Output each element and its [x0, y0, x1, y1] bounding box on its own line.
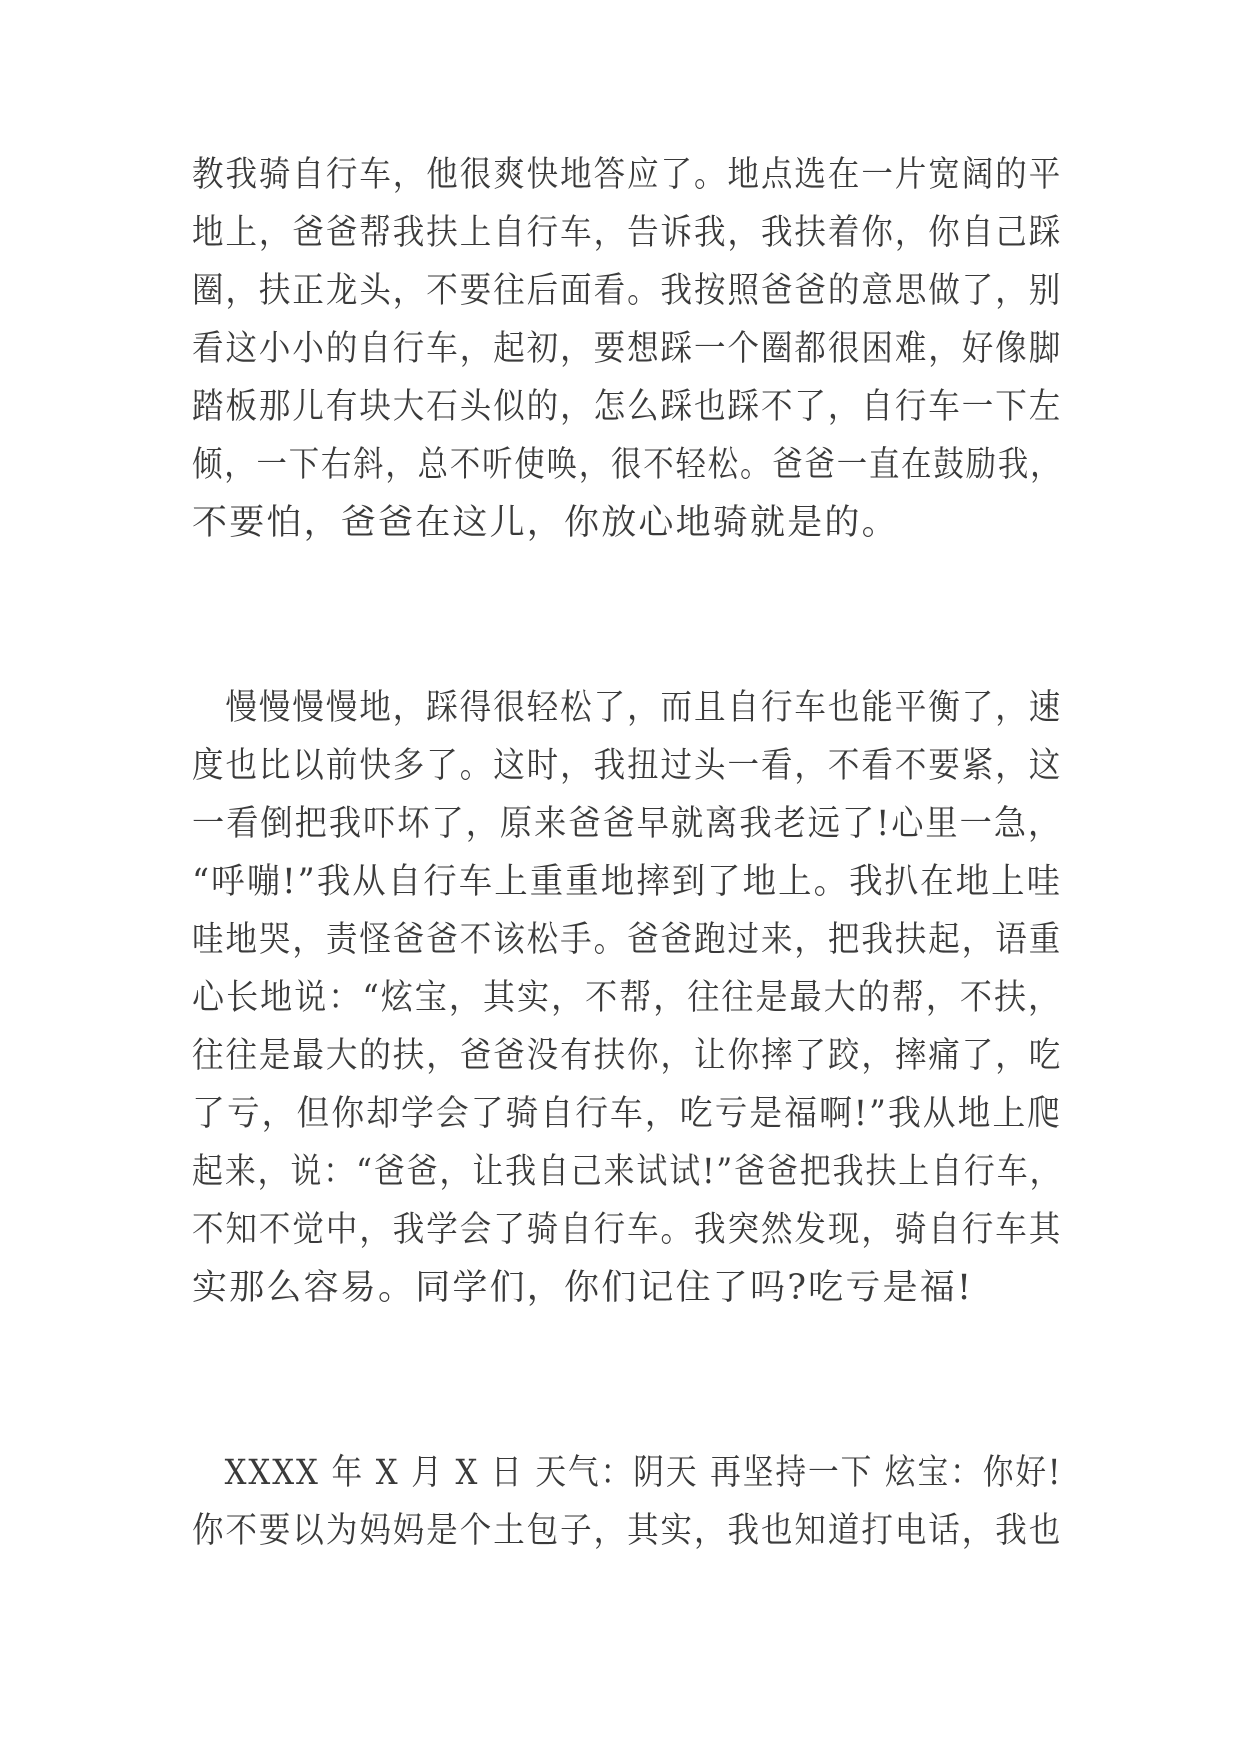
paragraph-3-line-2: 你不要以为妈妈是个土包子，其实，我也知道打电话，我也 — [192, 1511, 1063, 1551]
paragraph-1-line-1: 教我骑自行车，他很爽快地答应了。地点选在一片宽阔的平 — [192, 155, 1063, 195]
paragraph-3-line-1: XXXX 年 X 月 X 日 天气：阴天 再坚持一下 炫宝：你好! — [192, 1453, 1063, 1493]
paragraph-2-line-2: 度也比以前快多了。这时，我扭过头一看，不看不要紧，这 — [192, 746, 1063, 786]
paragraph-1-line-7: 不要怕，爸爸在这儿，你放心地骑就是的。 — [192, 503, 899, 543]
paragraph-1-line-4: 看这小小的自行车，起初，要想踩一个圈都很困难，好像脚 — [192, 329, 1063, 369]
paragraph-1-line-2: 地上，爸爸帮我扶上自行车，告诉我，我扶着你，你自己踩 — [192, 213, 1063, 253]
paragraph-1-line-5: 踏板那儿有块大石头似的，怎么踩也踩不了，自行车一下左 — [192, 387, 1063, 427]
paragraph-2-line-11: 实那么容易。同学们，你们记住了吗?吃亏是福! — [192, 1268, 974, 1308]
paragraph-1-line-6: 倾，一下右斜，总不听使唤，很不轻松。爸爸一直在鼓励我， — [192, 445, 1063, 485]
paragraph-2-line-1: 慢慢慢慢地，踩得很轻松了，而且自行车也能平衡了，速 — [192, 688, 1063, 728]
paragraph-2-line-9: 起来，说：“爸爸，让我自己来试试!”爸爸把我扶上自行车， — [192, 1152, 1063, 1192]
paragraph-2-line-5: 哇地哭，责怪爸爸不该松手。爸爸跑过来，把我扶起，语重 — [192, 920, 1063, 960]
paragraph-1-line-3: 圈，扶正龙头，不要往后面看。我按照爸爸的意思做了，别 — [192, 271, 1063, 311]
paragraph-2-line-8: 了亏，但你却学会了骑自行车，吃亏是福啊!”我从地上爬 — [192, 1094, 1063, 1134]
paragraph-2-line-7: 往往是最大的扶，爸爸没有扶你，让你摔了跤，摔痛了，吃 — [192, 1036, 1063, 1076]
paragraph-2-line-4: “呼嘣!”我从自行车上重重地摔到了地上。我扒在地上哇 — [192, 862, 1063, 902]
paragraph-2-line-6: 心长地说：“炫宝，其实，不帮，往往是最大的帮，不扶， — [192, 978, 1063, 1018]
paragraph-2-line-10: 不知不觉中，我学会了骑自行车。我突然发现，骑自行车其 — [192, 1210, 1063, 1250]
paragraph-2-line-3: 一看倒把我吓坏了，原来爸爸早就离我老远了!心里一急， — [192, 804, 1063, 844]
